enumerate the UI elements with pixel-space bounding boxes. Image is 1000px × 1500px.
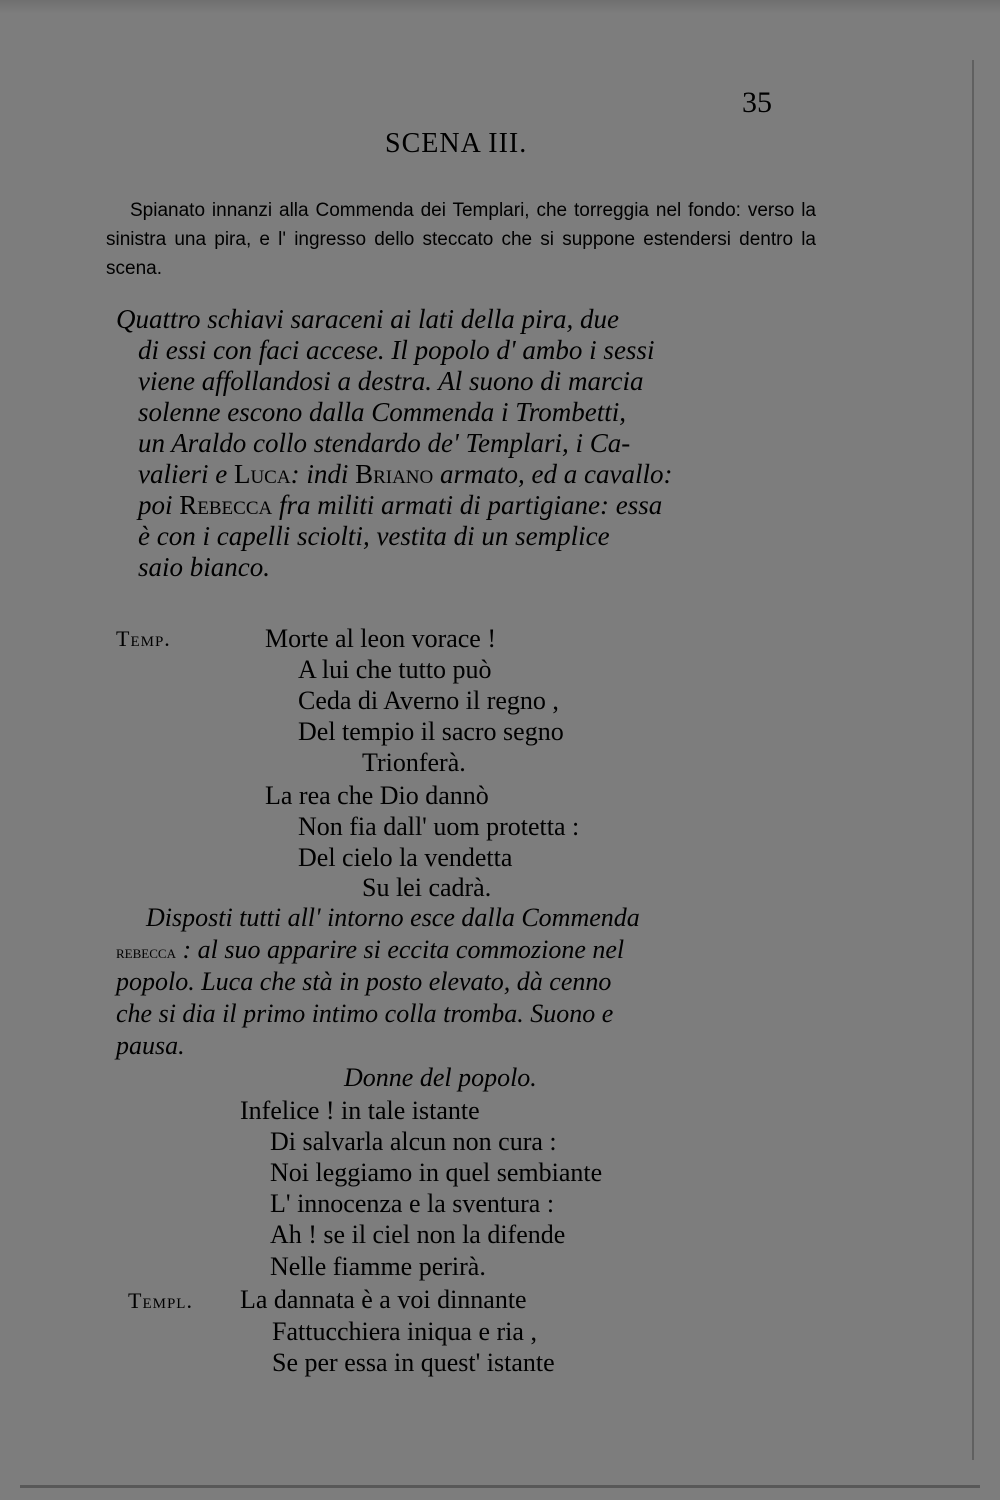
direction-line: pausa.	[116, 1031, 185, 1060]
verse-line: Del tempio il sacro segno	[298, 717, 564, 746]
stage-line	[116, 490, 816, 521]
verse-line: Morte al leon vorace !	[265, 624, 497, 653]
verse-line: Ah ! se il ciel non la difende	[270, 1220, 566, 1249]
speaker-label: Templ.	[128, 1288, 193, 1313]
stage-line: è con i capelli sciolti, vestita di un semplice	[138, 521, 610, 551]
verse-line: A lui che tutto può	[298, 655, 492, 684]
stage-line: di essi con faci accese. Il popolo d' ambo i sessi	[138, 335, 655, 365]
speaker-label: Donne del popolo.	[344, 1063, 537, 1092]
scan-edge-top	[0, 0, 1000, 14]
direction-line: Disposti tutti all' intorno esce dalla Commenda	[146, 903, 640, 932]
stage-text: fra militi armati di partigiane: essa	[272, 490, 663, 520]
stage-text: poi	[138, 490, 180, 520]
verse-line: Nelle fiamme perirà.	[270, 1252, 486, 1281]
scan-edge-bottom	[20, 1485, 980, 1488]
stage-line: Quattro schiavi saraceni ai lati della pira, due	[116, 304, 619, 334]
verse-line: Se per essa in quest' istante	[272, 1348, 555, 1377]
verse-line: Noi leggiamo in quel sembiante	[270, 1158, 603, 1187]
direction-line: popolo. Luca che stà in posto elevato, dà cenno	[116, 967, 612, 996]
stage-line: viene affollandosi a destra. Al suono di marcia	[138, 366, 644, 396]
stage-line: un Araldo collo stendardo de' Templari, i Ca-	[138, 428, 631, 458]
stage-line: saio bianco.	[138, 552, 270, 582]
verse-line: Trionferà.	[362, 748, 466, 777]
stage-line	[116, 459, 816, 490]
verse-line: L' innocenza e la sventura :	[270, 1189, 555, 1218]
scan-edge-right	[972, 60, 974, 1460]
stage-line: solenne escono dalla Commenda i Trombetti,	[138, 397, 626, 427]
page-number: 35	[742, 86, 772, 119]
verse-line: Ceda di Averno il regno ,	[298, 686, 559, 715]
stage-text: : indi	[290, 459, 356, 489]
setting-description: Spianato innanzi alla Commenda dei Templari, che torreggia nel fondo: verso la sinistra una pira, e l' ingresso dello steccato che si suppone estendersi dentro la scena.	[106, 200, 816, 279]
verse-line: La dannata è a voi dinnante	[240, 1285, 527, 1314]
character-name-rebecca: rebecca	[116, 942, 176, 963]
verse-line: Su lei cadrà.	[362, 873, 492, 902]
verse-line: Di salvarla alcun non cura :	[270, 1127, 557, 1156]
verse-line: Del cielo la vendetta	[298, 843, 513, 872]
direction-line	[116, 935, 624, 965]
stage-direction	[116, 304, 816, 583]
character-name-luca: Luca	[233, 459, 291, 489]
verse-line: La rea che Dio dannò	[265, 781, 489, 810]
stage-text: armato, ed a cavallo:	[433, 459, 673, 489]
character-name-briano: Briano	[355, 459, 434, 489]
stage-text: valieri e	[138, 459, 234, 489]
verse-line: Non fia dall' uom protetta :	[298, 812, 580, 841]
speaker-label: Temp.	[116, 626, 171, 651]
character-name-rebecca: Rebecca	[179, 490, 273, 520]
direction-text: : al suo apparire si eccita commozione nel	[175, 935, 625, 964]
verse-line: Infelice ! in tale istante	[240, 1096, 480, 1125]
verse-line: Fattucchiera iniqua e ria ,	[272, 1317, 537, 1346]
direction-line: che si dia il primo intimo colla tromba. Suono e	[116, 999, 614, 1028]
scene-title: SCENA III.	[385, 128, 528, 159]
